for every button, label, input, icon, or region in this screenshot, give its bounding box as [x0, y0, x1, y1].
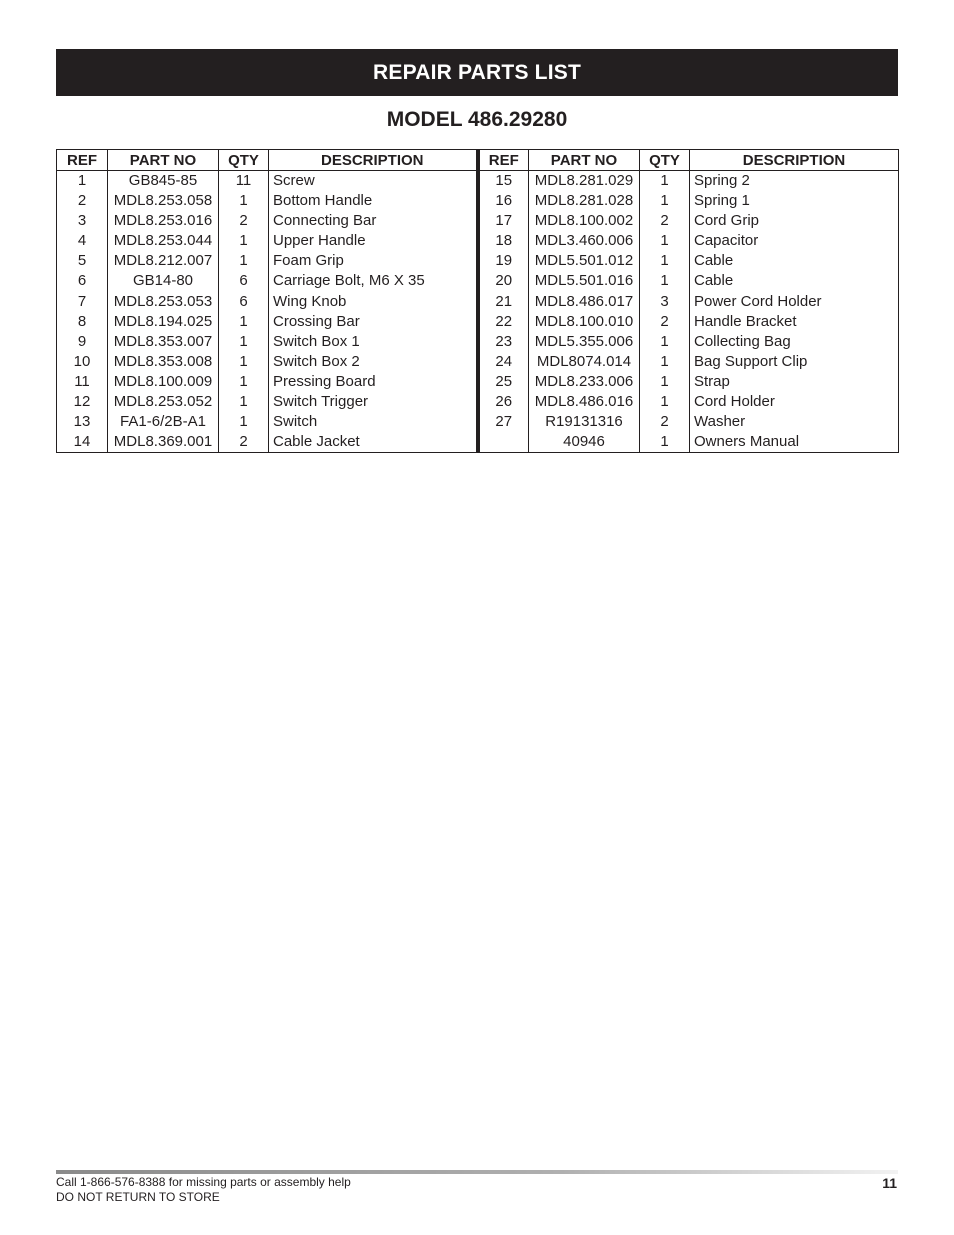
- qty-cell: 1: [219, 392, 269, 412]
- part-no-cell: MDL8074.014: [529, 352, 640, 372]
- qty-cell: 1: [640, 372, 690, 392]
- description-cell: Bag Support Clip: [690, 352, 899, 372]
- description-cell: Crossing Bar: [269, 312, 478, 332]
- part-no-cell: MDL8.233.006: [529, 372, 640, 392]
- description-cell: Handle Bracket: [690, 312, 899, 332]
- description-cell: Cord Grip: [690, 211, 899, 231]
- part-no-cell: MDL8.100.002: [529, 211, 640, 231]
- ref-cell: 24: [478, 352, 529, 372]
- table-row: [57, 372, 899, 392]
- qty-cell: 2: [640, 412, 690, 432]
- column-header-part-no: PART NO: [108, 150, 219, 171]
- table-header-row: [57, 150, 899, 171]
- part-no-cell: MDL8.253.016: [108, 211, 219, 231]
- column-header-qty: QTY: [219, 150, 269, 171]
- qty-cell: 2: [640, 312, 690, 332]
- column-header-description: DESCRIPTION: [269, 150, 478, 171]
- description-cell: Cable: [690, 271, 899, 291]
- part-no-cell: MDL8.100.010: [529, 312, 640, 332]
- part-no-cell: 40946: [529, 432, 640, 453]
- qty-cell: 1: [640, 251, 690, 271]
- column-header-part-no: PART NO: [529, 150, 640, 171]
- description-cell: Spring 2: [690, 171, 899, 192]
- ref-cell: 13: [57, 412, 108, 432]
- part-no-cell: GB14-80: [108, 271, 219, 291]
- footer-divider: [56, 1170, 898, 1174]
- qty-cell: 1: [640, 231, 690, 251]
- column-header-ref: REF: [57, 150, 108, 171]
- table-row: [57, 292, 899, 312]
- qty-cell: 11: [219, 171, 269, 192]
- page-title: REPAIR PARTS LIST: [373, 60, 581, 84]
- ref-cell: 26: [478, 392, 529, 412]
- part-no-cell: MDL8.281.028: [529, 191, 640, 211]
- table-row: [57, 171, 899, 192]
- qty-cell: 1: [219, 412, 269, 432]
- table-row: [57, 412, 899, 432]
- part-no-cell: MDL5.355.006: [529, 332, 640, 352]
- table-body: [57, 171, 899, 453]
- model-heading: MODEL 486.29280: [386, 108, 568, 131]
- description-cell: Pressing Board: [269, 372, 478, 392]
- part-no-cell: MDL8.353.007: [108, 332, 219, 352]
- ref-cell: [478, 432, 529, 453]
- page-number: 11: [882, 1175, 897, 1191]
- description-cell: Switch Box 1: [269, 332, 478, 352]
- description-cell: Cord Holder: [690, 392, 899, 412]
- ref-cell: 16: [478, 191, 529, 211]
- ref-cell: 10: [57, 352, 108, 372]
- description-cell: Spring 1: [690, 191, 899, 211]
- ref-cell: 7: [57, 292, 108, 312]
- qty-cell: 2: [219, 432, 269, 453]
- description-cell: Switch Box 2: [269, 352, 478, 372]
- ref-cell: 3: [57, 211, 108, 231]
- table-row: [57, 251, 899, 271]
- description-cell: Switch Trigger: [269, 392, 478, 412]
- description-cell: Capacitor: [690, 231, 899, 251]
- ref-cell: 15: [478, 171, 529, 192]
- column-header-ref: REF: [478, 150, 529, 171]
- part-no-cell: MDL8.369.001: [108, 432, 219, 453]
- ref-cell: 19: [478, 251, 529, 271]
- part-no-cell: R19131316: [529, 412, 640, 432]
- table-row: [57, 191, 899, 211]
- qty-cell: 1: [219, 251, 269, 271]
- qty-cell: 1: [219, 332, 269, 352]
- repair-parts-table: [56, 149, 899, 453]
- qty-cell: 1: [219, 372, 269, 392]
- ref-cell: 21: [478, 292, 529, 312]
- table-row: [57, 271, 899, 291]
- qty-cell: 1: [640, 171, 690, 192]
- table-row: [57, 352, 899, 372]
- description-cell: Carriage Bolt, M6 X 35: [269, 271, 478, 291]
- description-cell: Power Cord Holder: [690, 292, 899, 312]
- table-row: [57, 211, 899, 231]
- qty-cell: 1: [640, 352, 690, 372]
- description-cell: Cable: [690, 251, 899, 271]
- qty-cell: 2: [219, 211, 269, 231]
- part-no-cell: MDL8.486.017: [529, 292, 640, 312]
- ref-cell: 9: [57, 332, 108, 352]
- column-header-qty: QTY: [640, 150, 690, 171]
- ref-cell: 6: [57, 271, 108, 291]
- ref-cell: 5: [57, 251, 108, 271]
- part-no-cell: MDL8.212.007: [108, 251, 219, 271]
- qty-cell: 1: [640, 392, 690, 412]
- ref-cell: 25: [478, 372, 529, 392]
- qty-cell: 1: [640, 271, 690, 291]
- ref-cell: 2: [57, 191, 108, 211]
- qty-cell: 3: [640, 292, 690, 312]
- part-no-cell: MDL8.353.008: [108, 352, 219, 372]
- part-no-cell: MDL8.253.058: [108, 191, 219, 211]
- part-no-cell: FA1-6/2B-A1: [108, 412, 219, 432]
- ref-cell: 20: [478, 271, 529, 291]
- part-no-cell: MDL8.253.053: [108, 292, 219, 312]
- qty-cell: 1: [219, 312, 269, 332]
- part-no-cell: MDL8.486.016: [529, 392, 640, 412]
- description-cell: Upper Handle: [269, 231, 478, 251]
- part-no-cell: MDL5.501.016: [529, 271, 640, 291]
- qty-cell: 2: [640, 211, 690, 231]
- description-cell: Strap: [690, 372, 899, 392]
- ref-cell: 27: [478, 412, 529, 432]
- table-row: [57, 231, 899, 251]
- ref-cell: 11: [57, 372, 108, 392]
- qty-cell: 6: [219, 292, 269, 312]
- ref-cell: 17: [478, 211, 529, 231]
- description-cell: Washer: [690, 412, 899, 432]
- page-title-banner: [56, 49, 898, 96]
- qty-cell: 6: [219, 271, 269, 291]
- part-no-cell: MDL3.460.006: [529, 231, 640, 251]
- description-cell: Owners Manual: [690, 432, 899, 453]
- description-cell: Foam Grip: [269, 251, 478, 271]
- ref-cell: 22: [478, 312, 529, 332]
- footer-notice: DO NOT RETURN TO STORE: [56, 1190, 220, 1204]
- qty-cell: 1: [640, 432, 690, 453]
- description-cell: Connecting Bar: [269, 211, 478, 231]
- part-no-cell: GB845-85: [108, 171, 219, 192]
- part-no-cell: MDL5.501.012: [529, 251, 640, 271]
- table-row: [57, 392, 899, 412]
- ref-cell: 12: [57, 392, 108, 412]
- qty-cell: 1: [219, 191, 269, 211]
- ref-cell: 18: [478, 231, 529, 251]
- part-no-cell: MDL8.194.025: [108, 312, 219, 332]
- ref-cell: 8: [57, 312, 108, 332]
- description-cell: Bottom Handle: [269, 191, 478, 211]
- table-row: [57, 312, 899, 332]
- description-cell: Collecting Bag: [690, 332, 899, 352]
- ref-cell: 23: [478, 332, 529, 352]
- qty-cell: 1: [640, 332, 690, 352]
- footer-help-text: Call 1-866-576-8388 for missing parts or assembly help: [56, 1175, 351, 1189]
- description-cell: Wing Knob: [269, 292, 478, 312]
- ref-cell: 4: [57, 231, 108, 251]
- description-cell: Cable Jacket: [269, 432, 478, 453]
- ref-cell: 1: [57, 171, 108, 192]
- qty-cell: 1: [219, 231, 269, 251]
- ref-cell: 14: [57, 432, 108, 453]
- description-cell: Switch: [269, 412, 478, 432]
- part-no-cell: MDL8.253.052: [108, 392, 219, 412]
- qty-cell: 1: [640, 191, 690, 211]
- column-header-description: DESCRIPTION: [690, 150, 899, 171]
- qty-cell: 1: [219, 352, 269, 372]
- description-cell: Screw: [269, 171, 478, 192]
- table-row: [57, 432, 899, 453]
- table-row: [57, 332, 899, 352]
- part-no-cell: MDL8.100.009: [108, 372, 219, 392]
- part-no-cell: MDL8.281.029: [529, 171, 640, 192]
- part-no-cell: MDL8.253.044: [108, 231, 219, 251]
